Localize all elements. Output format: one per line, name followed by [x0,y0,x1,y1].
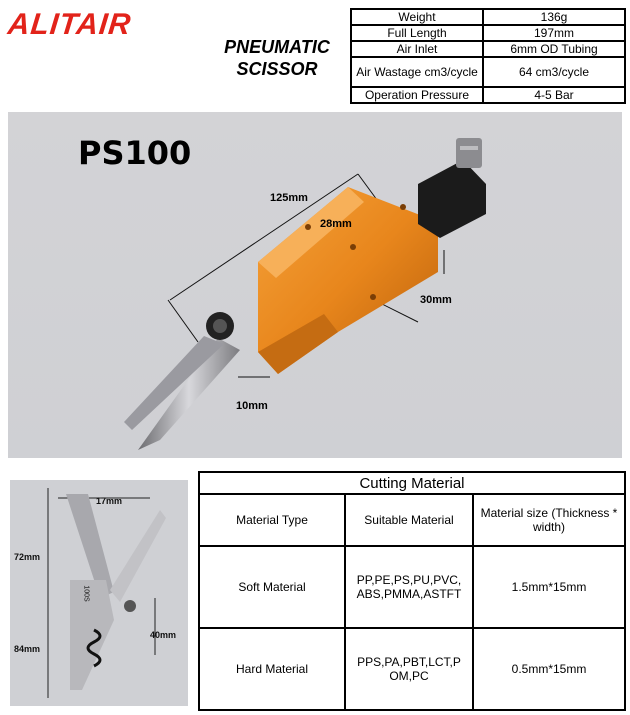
spec-label: Air Inlet [351,41,483,57]
spec-row [351,87,625,103]
table-row [199,628,625,710]
product-title-line2: SCISSOR [236,59,318,79]
spec-label: Air Wastage cm3/cycle [351,57,483,87]
spec-value: 4-5 Bar [483,87,625,103]
table-cell: Soft Material [199,546,345,628]
dim-width-label: 28mm [320,218,352,230]
table-header-row [199,494,625,546]
dim-depth-label: 30mm [420,294,452,306]
brand-logo: ALITAIR [6,8,133,41]
cutting-material-table [198,471,626,711]
table-cell: Hard Material [199,628,345,710]
cutting-material-title: Cutting Material [199,472,625,494]
spec-label: Weight [351,9,483,25]
scissor-illustration [8,112,622,458]
column-header: Material size (Thickness * width) [473,494,625,546]
table-cell: 0.5mm*15mm [473,628,625,710]
model-number: PS100 [78,134,192,172]
product-title-line1: PNEUMATIC [224,37,330,57]
table-row [199,546,625,628]
spec-label: Operation Pressure [351,87,483,103]
dim-length-label: 125mm [270,192,308,204]
spec-row [351,25,625,41]
blade-engraving: 100S [82,585,90,602]
spec-value: 136g [483,9,625,25]
spec-row [351,9,625,25]
blade-dim-top: 17mm [96,496,123,506]
spec-row [351,41,625,57]
spec-value: 64 cm3/cycle [483,57,625,87]
spec-table [350,8,626,104]
spec-value: 6mm OD Tubing [483,41,625,57]
column-header: Material Type [199,494,345,546]
blade-dim-side: 40mm [150,630,177,640]
spec-value: 197mm [483,25,625,41]
table-cell: PP,PE,PS,PU,PVC, ABS,PMMA,ASTFT [345,546,473,628]
spec-row [351,57,625,87]
blade-dim-lower: 84mm [14,644,41,654]
dim-blade-label: 10mm [236,400,268,412]
product-photo [8,112,622,458]
table-cell: 1.5mm*15mm [473,546,625,628]
blade-photo [10,480,188,706]
blade-illustration [10,480,188,706]
blade-dim-upper: 72mm [14,552,41,562]
column-header: Suitable Material [345,494,473,546]
product-title [212,36,342,80]
table-cell: PPS,PA,PBT,LCT,P OM,PC [345,628,473,710]
spec-label: Full Length [351,25,483,41]
